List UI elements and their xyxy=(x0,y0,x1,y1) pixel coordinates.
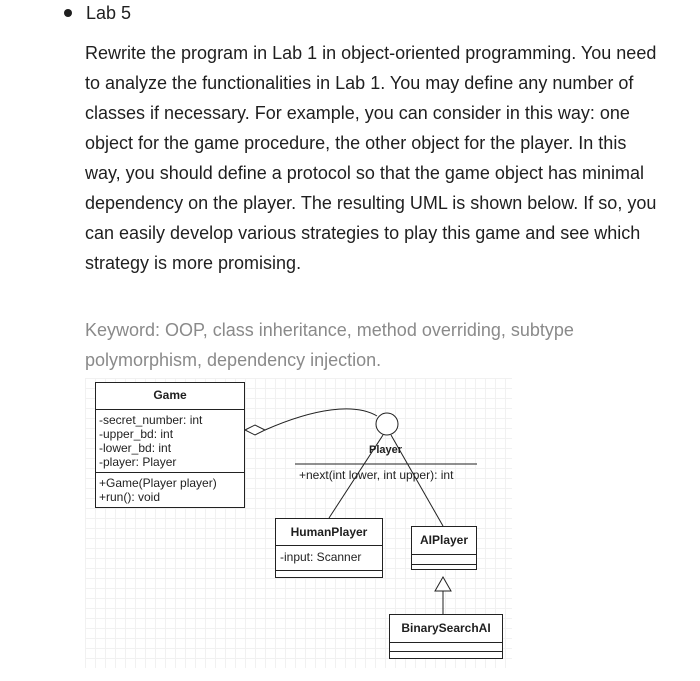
keywords-line: Keyword: OOP, class inheritance, method overriding, subtype polymorphism, dependency injection. xyxy=(85,320,574,370)
class-human-player xyxy=(275,518,383,578)
game-method-constructor: +Game(Player player) xyxy=(99,476,217,490)
game-attr-player: -player: Player xyxy=(99,455,177,469)
bullet-icon xyxy=(64,9,72,17)
inheritance-arrowhead xyxy=(435,577,451,591)
class-game-name: Game xyxy=(153,388,187,402)
class-game xyxy=(95,382,245,508)
class-binary-search-ai-name: BinarySearchAI xyxy=(401,621,491,635)
game-attr-upper-bd: -upper_bd: int xyxy=(99,427,174,441)
class-human-player-name: HumanPlayer xyxy=(290,525,368,539)
class-ai-player-attributes xyxy=(412,554,476,564)
class-binary-search-ai xyxy=(389,614,503,659)
game-attr-lower-bd: -lower_bd: int xyxy=(99,441,172,455)
class-binary-search-ai-methods xyxy=(390,651,502,658)
class-ai-player-methods xyxy=(412,564,476,569)
interface-player-name: Player xyxy=(369,444,403,456)
class-binary-search-ai-attributes xyxy=(390,642,502,651)
class-human-player-methods xyxy=(276,570,382,577)
aggregation-line xyxy=(265,409,377,430)
class-human-player-attributes xyxy=(276,545,382,570)
aggregation-diamond xyxy=(245,425,265,435)
section-heading: Lab 5 xyxy=(86,3,132,23)
game-attr-secret-number: -secret_number: int xyxy=(99,413,203,427)
interface-player-method: +next(int lower, int upper): int xyxy=(299,468,454,482)
class-game-attributes xyxy=(96,409,244,472)
uml-diagram xyxy=(85,378,512,668)
class-ai-player xyxy=(411,526,477,570)
class-game-methods xyxy=(96,472,244,507)
player-interface-circle xyxy=(376,413,398,435)
human-attr-input: -input: Scanner xyxy=(280,550,362,564)
game-method-run: +run(): void xyxy=(99,490,161,504)
class-ai-player-name: AIPlayer xyxy=(419,533,469,547)
lab-description: Rewrite the program in Lab 1 in object-oriented programming. You need to analyze the functionalities in Lab 1. You may define any number of classes if necessary. For example, you can consider in this way: one object for the game procedure, the other object for the player. In this way, you should define a protocol so that the game object has minimal dependency on the player. The resulting UML is shown below. If so, you can easily develop various strategies to play this game and see which strategy is more promising. xyxy=(85,43,657,273)
section-heading-row xyxy=(64,2,131,24)
